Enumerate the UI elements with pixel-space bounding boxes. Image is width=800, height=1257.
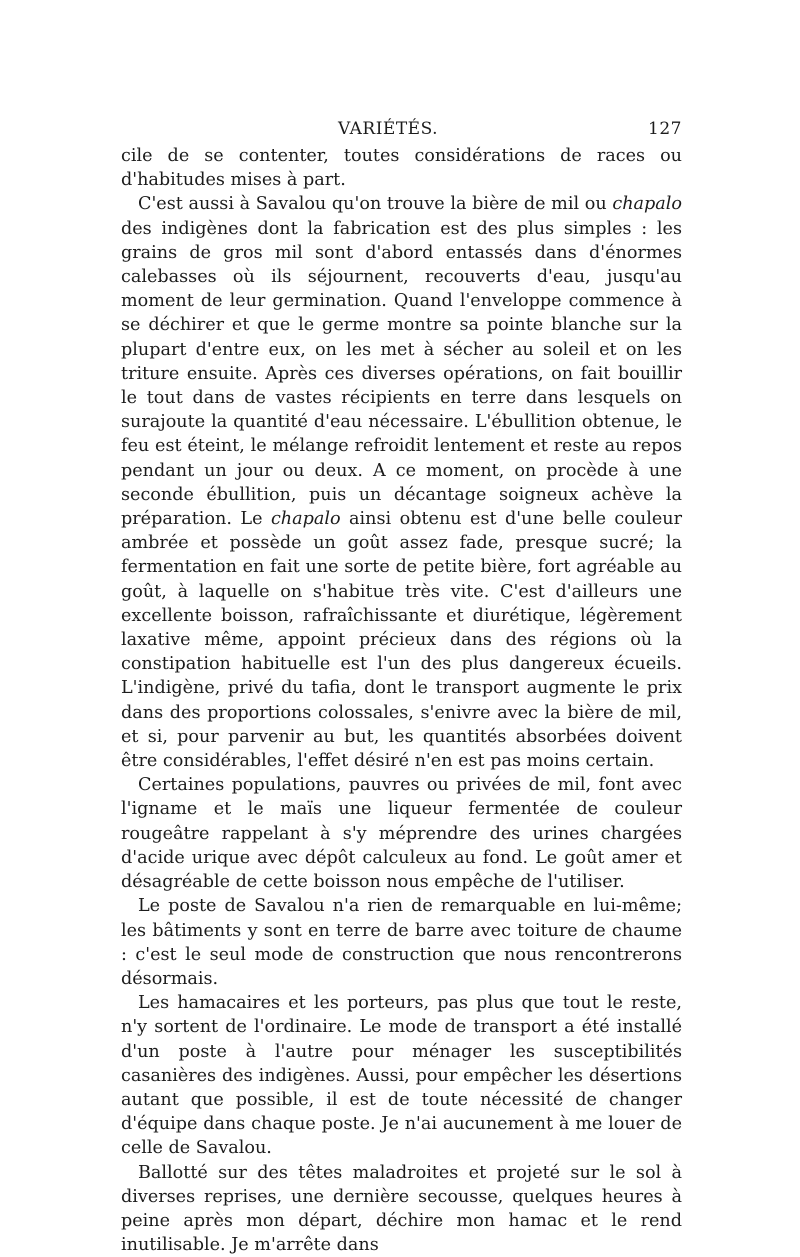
- paragraph-2-text-c: ainsi obtenu est d'une belle couleur ambrée et possède un goût assez fade, presque sucré; la fermentation en fait une sorte de petite bière, fort agréable au goût, à laquelle on s'habitue très vite. C'est d'ailleurs une excellente boisson, rafraîchissante et diurétique, légèrement laxative même, appoint précieux dans des régions où la constipation habituelle est l'un des plus dangereux écueils. L'indigène, privé du tafia, dont le transport augmente le prix dans des proportions colossales, s'enivre avec la bière de mil, et si, pour parvenir au but, les quantités absorbées doivent être considérables, l'effet désiré n'en est pas moins certain.: [121, 509, 682, 772]
- paragraph-3: [121, 773, 682, 894]
- paragraph-1: [121, 144, 682, 192]
- paragraph-2: [121, 192, 682, 773]
- paragraph-4-text: Le poste de Savalou n'a rien de remarquable en lui-même; les bâtiments y sont en terre de barre avec toiture de chaume : c'est le seul mode de construction que nous rencontrerons désormais.: [121, 896, 682, 989]
- body-text: [121, 144, 682, 1257]
- paragraph-1-text: cile de se contenter, toutes considérations de races ou d'habitudes mises à part.: [121, 146, 682, 191]
- running-title: VARIÉTÉS.: [338, 119, 439, 139]
- page-header: [120, 115, 682, 141]
- paragraph-2-italic-term-a: chapalo: [612, 194, 682, 215]
- page-number: 127: [648, 119, 682, 139]
- paragraph-2-text-a: C'est aussi à Savalou qu'on trouve la bière de mil ou: [138, 194, 613, 215]
- paragraph-5: [121, 991, 682, 1160]
- paragraph-2-text-b: des indigènes dont la fabrication est des plus simples : les grains de gros mil sont d'abord entassés dans d'énormes calebasses où ils séjournent, recouverts d'eau, jusqu'au moment de leur germination. Quand l'enveloppe commence à se déchirer et que le germe montre sa pointe blanche sur la plupart d'entre eux, on les met à sécher au soleil et on les triture ensuite. Après ces diverses opérations, on fait bouillir le tout dans de vastes récipients en terre dans lesquels on surajoute la quantité d'eau nécessaire. L'ébullition obtenue, le feu est éteint, le mélange refroidit lentement et reste au repos pendant un jour ou deux. A ce moment, on procède à une seconde ébullition, puis un décantage soigneux achève la préparation. Le: [121, 218, 682, 530]
- paragraph-3-text: Certaines populations, pauvres ou privées de mil, font avec l'igname et le maïs une liqueur fermentée de couleur rougeâtre rappelant à s'y méprendre des urines chargées d'acide urique avec dépôt calculeux au fond. Le goût amer et désagréable de cette boisson nous empêche de l'utiliser.: [121, 775, 682, 893]
- paragraph-4: [121, 894, 682, 991]
- paragraph-2-italic-term-b: chapalo: [270, 509, 341, 530]
- paragraph-5-text: Les hamacaires et les porteurs, pas plus que tout le reste, n'y sortent de l'ordinaire. Le mode de transport a été installé d'un poste à l'autre pour ménager les susceptibilités casanières des indigènes. Aussi, pour empêcher les désertions autant que possible, il est de toute nécessité de changer d'équipe dans chaque poste. Je n'ai aucunement à me louer de celle de Savalou.: [121, 993, 682, 1159]
- paragraph-6-text: Ballotté sur des têtes maladroites et projeté sur le sol à diverses reprises, une dernière secousse, quelques heures à peine après mon départ, déchire mon hamac et le rend inutilisable. Je m'arrête dans: [121, 1162, 682, 1256]
- paragraph-6: [121, 1161, 682, 1257]
